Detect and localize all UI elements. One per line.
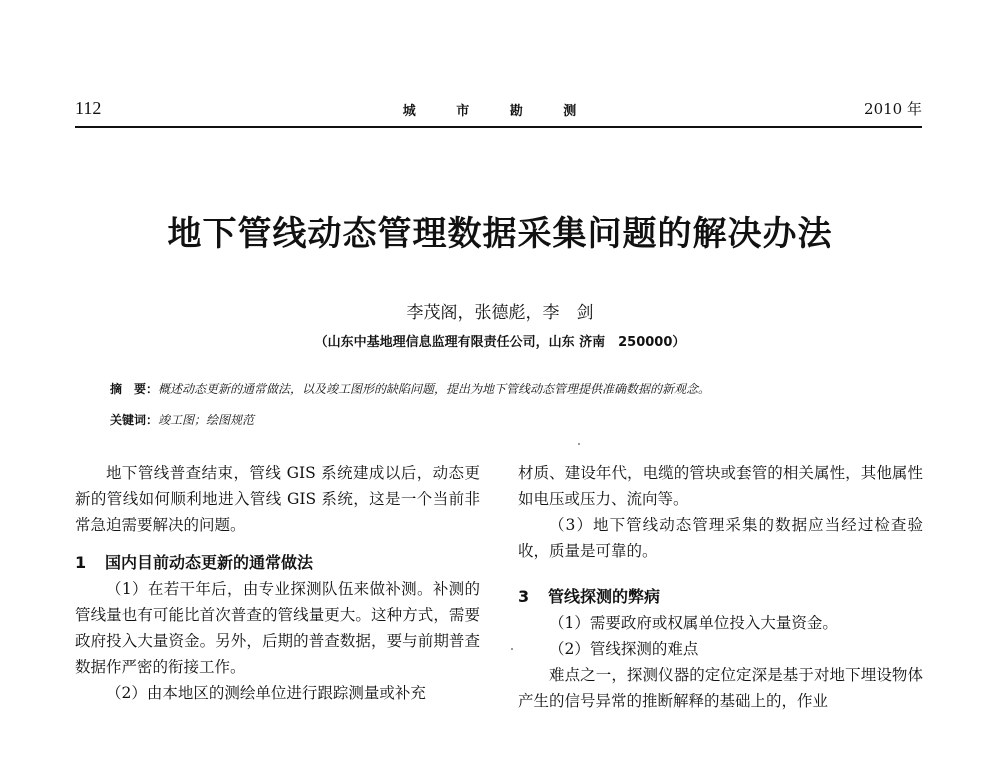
section-number: 3 [518,587,530,606]
scan-speck [578,443,580,445]
section-title: 管线探测的弊病 [548,587,661,606]
left-column [75,460,480,706]
paragraph: （1）在若干年后，由专业探测队伍来做补测。补测的管线量也有可能比首次普查的管线量更大。这种方式，需要政府投入大量资金。另外，后期的普查数据，要与前期普查数据作严密的衔接工作。 [75,580,480,676]
section-number: 1 [75,553,87,572]
page-number: 112 [75,98,102,118]
paragraph: （3）地下管线动态管理采集的数据应当经过检查验收，质量是可靠的。 [518,516,923,560]
journal-name: 城 市 勘 测 [402,104,595,119]
section-heading-3 [518,584,923,610]
right-column [518,460,923,714]
keywords [110,411,930,428]
abstract [110,380,930,397]
affiliation: （山东中基地理信息监理有限责任公司，山东 济南 250000） [314,335,686,350]
page-header [75,98,922,128]
article-title: 地下管线动态管理数据采集问题的解决办法 [167,214,833,254]
scan-speck [511,648,513,650]
paragraph: （1）需要政府或权属单位投入大量资金。 [549,614,838,632]
paragraph: 难点之一，探测仪器的定位定深是基于对地下埋设物体产生的信号异常的推断解释的基础上的，作业 [518,666,923,710]
paragraph: （2）由本地区的测绘单位进行跟踪测量或补充 [106,684,426,702]
paragraph: （2）管线探测的难点 [549,640,699,658]
keywords-text: 竣工图；绘图规范 [158,413,255,427]
abstract-text: 概述动态更新的通常做法，以及竣工图形的缺陷问题，提出为地下管线动态管理提供准确数据的新观念。 [158,382,711,396]
section-title: 国内目前动态更新的通常做法 [105,553,314,572]
intro-paragraph: 地下管线普查结束，管线 GIS 系统建成以后，动态更新的管线如何顺利地进入管线 GIS 系统，这是一个当前非常急迫需要解决的问题。 [75,464,480,534]
publication-year: 2010 年 [864,100,922,118]
abstract-label: 摘 要： [110,382,159,396]
keywords-label: 关键词： [110,413,159,427]
section-heading-1 [75,550,480,576]
authors: 李茂阁，张德彪，李 剑 [406,303,594,323]
paragraph: 材质、建设年代，电缆的管块或套管的相关属性，其他属性如电压或压力、流向等。 [518,464,923,508]
